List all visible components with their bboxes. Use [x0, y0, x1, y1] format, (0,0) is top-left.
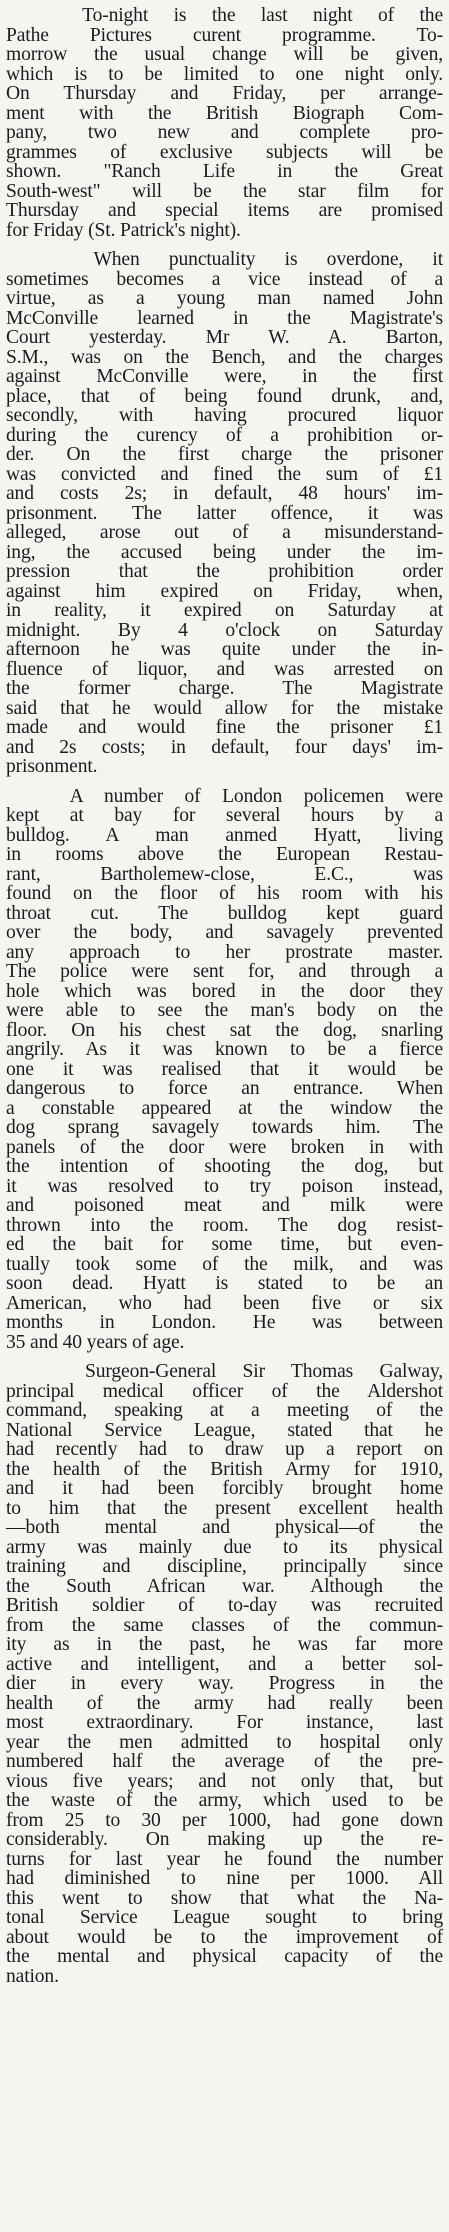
text-line: —both mental and physical—of the	[6, 1517, 443, 1538]
text-line: fluence of liquor, and was arrested on	[6, 658, 443, 680]
text-line: against him expired on Friday, when,	[6, 580, 443, 602]
text-line: panels of the door were broken in with	[6, 1136, 443, 1158]
text-line: said that he would allow for the mistake	[6, 697, 443, 719]
text-line: the waste of the army, which used to be	[6, 1790, 443, 1811]
text-line: about would be to the improvement of	[6, 1926, 443, 1948]
text-line: secondly, with having procured liquor	[6, 405, 443, 426]
text-line: numbered half the average of the pre-	[6, 1751, 443, 1772]
text-line: the health of the British Army for 1910,	[6, 1458, 443, 1480]
text-line: army was mainly due to its physical	[6, 1536, 443, 1558]
text-line: one it was realised that it would be	[6, 1058, 443, 1080]
text-line: 35 and 40 years of age.	[6, 1331, 185, 1353]
text-line: which is to be limited to one night only.	[6, 63, 443, 85]
text-line: and costs 2s; in default, 48 hours' im-	[6, 483, 443, 504]
text-line: place, that of being found drunk, and,	[6, 385, 443, 407]
text-line: British soldier of to-day was recruited	[6, 1595, 443, 1616]
text-line: virtue, as a young man named John	[6, 288, 443, 309]
text-line: during the curency of a prohibition or-	[6, 424, 443, 446]
text-line: months in London. He was between	[6, 1312, 443, 1333]
text-line: against McConville were, in the first	[6, 366, 443, 387]
text-line: Court yesterday. Mr W. A. Barton,	[6, 327, 443, 348]
text-line: the former charge. The Magistrate	[6, 678, 443, 699]
text-line: soon dead. Hyatt is stated to be an	[6, 1273, 443, 1294]
text-line: the intention of shooting the dog, but	[6, 1156, 443, 1177]
text-line: nation.	[6, 1965, 59, 1987]
text-line: Surgeon-General Sir Thomas Galway,	[6, 1361, 443, 1382]
paragraph-army-health	[6, 1362, 443, 1986]
text-line: health of the army had really been	[6, 1692, 443, 1714]
text-line: principal medical officer of the Aldershot	[6, 1380, 443, 1402]
text-line: it was resolved to try poison instead,	[6, 1175, 443, 1197]
text-line: to him that the present excellent health	[6, 1497, 443, 1519]
text-line: South-west" will be the star film for	[6, 180, 443, 202]
text-line: dier in every way. Progress in the	[6, 1673, 443, 1694]
text-line: year the men admitted to hospital only	[6, 1731, 443, 1753]
text-line: afternoon he was quite under the in-	[6, 639, 443, 660]
text-line: considerably. On making up the re-	[6, 1829, 443, 1850]
text-line: from 25 to 30 per 1000, had gone down	[6, 1809, 443, 1831]
text-line: had recently had to draw up a report on	[6, 1439, 443, 1460]
text-line: command, speaking at a meeting of the	[6, 1400, 443, 1421]
text-line: and it had been forcibly brought home	[6, 1478, 443, 1499]
text-line: dangerous to force an entrance. When	[6, 1078, 443, 1099]
text-line: any approach to her prostrate master.	[6, 941, 443, 963]
text-line: ed the bait for some time, but even-	[6, 1234, 443, 1255]
text-line: vious five years; and not only that, but	[6, 1770, 443, 1792]
text-line: had diminished to nine per 1000. All	[6, 1868, 443, 1889]
text-line: tonal Service League sought to bring	[6, 1907, 443, 1928]
text-line: angrily. As it was known to be a fierce	[6, 1039, 443, 1060]
text-line: der. On the first charge the prisoner	[6, 444, 443, 465]
text-line: alleged, arose out of a misunderstand-	[6, 522, 443, 543]
text-line: and 2s costs; in default, four days' im-	[6, 736, 443, 758]
text-line: Thursday and special items are promised	[6, 200, 443, 221]
text-line: in reality, it expired on Saturday at	[6, 600, 443, 621]
text-line: dog sprang savagely towards him. The	[6, 1117, 443, 1138]
paragraph-pathe-pictures	[6, 6, 443, 240]
text-line: The police were sent for, and through a	[6, 961, 443, 982]
text-line: active and intelligent, and a better sol-	[6, 1653, 443, 1675]
text-line: pression that the prohibition order	[6, 561, 443, 582]
text-line: and poisoned meat and milk were	[6, 1195, 443, 1216]
paragraph-punctuality	[6, 250, 443, 777]
text-line: the mental and physical capacity of the	[6, 1946, 443, 1967]
text-line: hole which was bored in the door they	[6, 980, 443, 1002]
text-line: shown. "Ranch Life in the Great	[6, 161, 443, 182]
text-line: tually took some of the milk, and was	[6, 1253, 443, 1275]
text-line: over the body, and savagely prevented	[6, 922, 443, 943]
text-line: throat cut. The bulldog kept guard	[6, 902, 443, 924]
text-line: thrown into the room. The dog resist-	[6, 1214, 443, 1236]
text-line: the South African war. Although the	[6, 1575, 443, 1597]
text-line: in rooms above the European Restau-	[6, 844, 443, 865]
text-line: most extraordinary. For instance, last	[6, 1712, 443, 1733]
text-line: ment with the British Biograph Com-	[6, 102, 443, 124]
text-line: kept at bay for several hours by a	[6, 805, 443, 826]
text-line: ing, the accused being under the im-	[6, 541, 443, 563]
text-line: floor. On his chest sat the dog, snarling	[6, 1019, 443, 1041]
text-line: sometimes becomes a vice instead of a	[6, 268, 443, 290]
text-line: S.M., was on the Bench, and the charges	[6, 346, 443, 368]
text-line: Pathe Pictures curent programme. To-	[6, 24, 443, 46]
text-line: this went to show that what the Na-	[6, 1887, 443, 1909]
text-line: were able to see the man's body on the	[6, 1000, 443, 1021]
text-line: morrow the usual change will be given,	[6, 44, 443, 65]
text-line: pany, two new and complete pro-	[6, 122, 443, 143]
text-line: bulldog. A man anmed Hyatt, living	[6, 824, 443, 846]
text-line: found on the floor of his room with his	[6, 883, 443, 904]
text-line: American, who had been five or six	[6, 1292, 443, 1314]
text-line: from the same classes of the commun-	[6, 1614, 443, 1636]
text-line: McConville learned in the Magistrate's	[6, 307, 443, 329]
text-line: made and would fine the prisoner £1	[6, 717, 443, 738]
text-line: ity as in the past, he was far more	[6, 1634, 443, 1655]
text-line: rant, Bartholemew-close, E.C., was	[6, 863, 443, 885]
text-line: prisonment.	[6, 756, 98, 777]
text-line: was convicted and fined the sum of £1	[6, 463, 443, 485]
text-line: When punctuality is overdone, it	[6, 249, 443, 270]
text-line: To-night is the last night of the	[6, 5, 443, 26]
text-line: training and discipline, principally since	[6, 1556, 443, 1577]
text-line: for Friday (St. Patrick's night).	[6, 219, 241, 241]
paragraph-bulldog	[6, 787, 443, 1353]
text-line: prisonment. The latter offence, it was	[6, 502, 443, 524]
text-line: National Service League, stated that he	[6, 1419, 443, 1441]
text-line: A number of London policemen were	[6, 785, 443, 807]
newspaper-column	[6, 6, 443, 1986]
text-line: On Thursday and Friday, per arrange-	[6, 83, 443, 104]
text-line: turns for last year he found the number	[6, 1848, 443, 1870]
text-line: midnight. By 4 o'clock on Saturday	[6, 619, 443, 641]
text-line: grammes of exclusive subjects will be	[6, 141, 443, 163]
text-line: a constable appeared at the window the	[6, 1097, 443, 1119]
